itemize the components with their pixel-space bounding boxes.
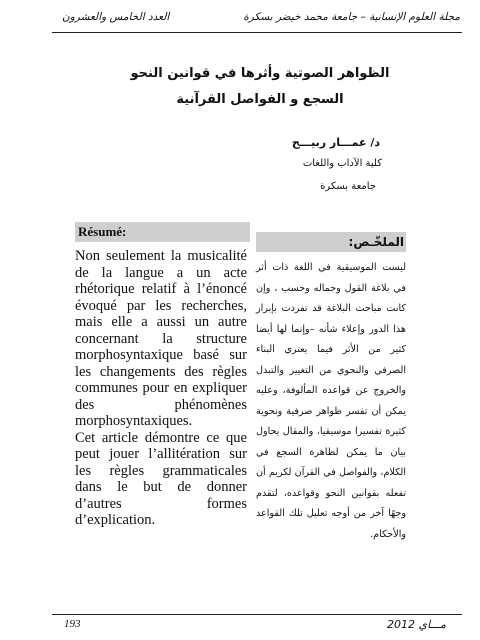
issue-number: العدد الخامس والعشرون [62, 11, 170, 23]
footer-divider [52, 614, 462, 615]
author-university: جامعة بسكرة [320, 181, 376, 192]
page-number: 193 [64, 618, 81, 630]
header-divider [52, 32, 462, 33]
arabic-abstract-text [256, 258, 406, 545]
resume-paragraph-2: Cet article démontre ce que peut jouer l’allitération sur les règles grammaticales dans le but de donner d’autres formes d’explication. [75, 429, 247, 528]
author-faculty: كلية الآداب واللغات [302, 158, 382, 169]
article-title-line-2: السجع و الفواصل القرآنية [176, 92, 344, 107]
journal-name: مجلة العلوم الإنسانية – جامعة محمد خيضر بسكرة [243, 11, 460, 23]
author-name: د/ عمـــار ربيـــح [291, 136, 380, 149]
resume-paragraph-1: Non seulement la musicalité de la langue a un acte rhétorique relatif à l’énoncé évoqué par les recherches, mais elle a aussi un autre concernant la structure morphosyntaxique basé sur les changements des règles communes pour en expliquer des phénomènes morphosyntaxiques. [75, 248, 247, 429]
article-title-line-1: الظواهر الصوتية وأثرها في قوانين النحو [130, 66, 390, 81]
resume-text [75, 248, 247, 529]
issue-date: مـــاي 2012 [386, 618, 446, 631]
arabic-abstract-heading: الملخّـص: [256, 232, 406, 252]
arabic-abstract-paragraph: ليست الموسيقية في اللغة ذات أثر في بلاغة القول وجماله وحسب ، وإن كانت مباحث البلاغة قد تفردت بإبراز هذا الدور وإعلاء شأنه –وإنما لها أيضا كثير من الأثر فيما يعتري البناء الصرفي والنحوي من التغيير والتبدل والخروج عن قواعده المألوفة، وعليه يمكن أن تفسر ظواهر صرفية ونحوية كثيرة تفسيرا موسيقيا، والمقال يحاول بيان ما يمكن لظاهرة السجع في الكلام، والفواصل في القرآن لكريم أن تفعله بقوانين النحو وقواعده، لتقدم وجهًا آخر من أوجه تعليل تلك القواعد والأحكام. [256, 262, 406, 540]
resume-heading: Résumé: [75, 222, 250, 242]
